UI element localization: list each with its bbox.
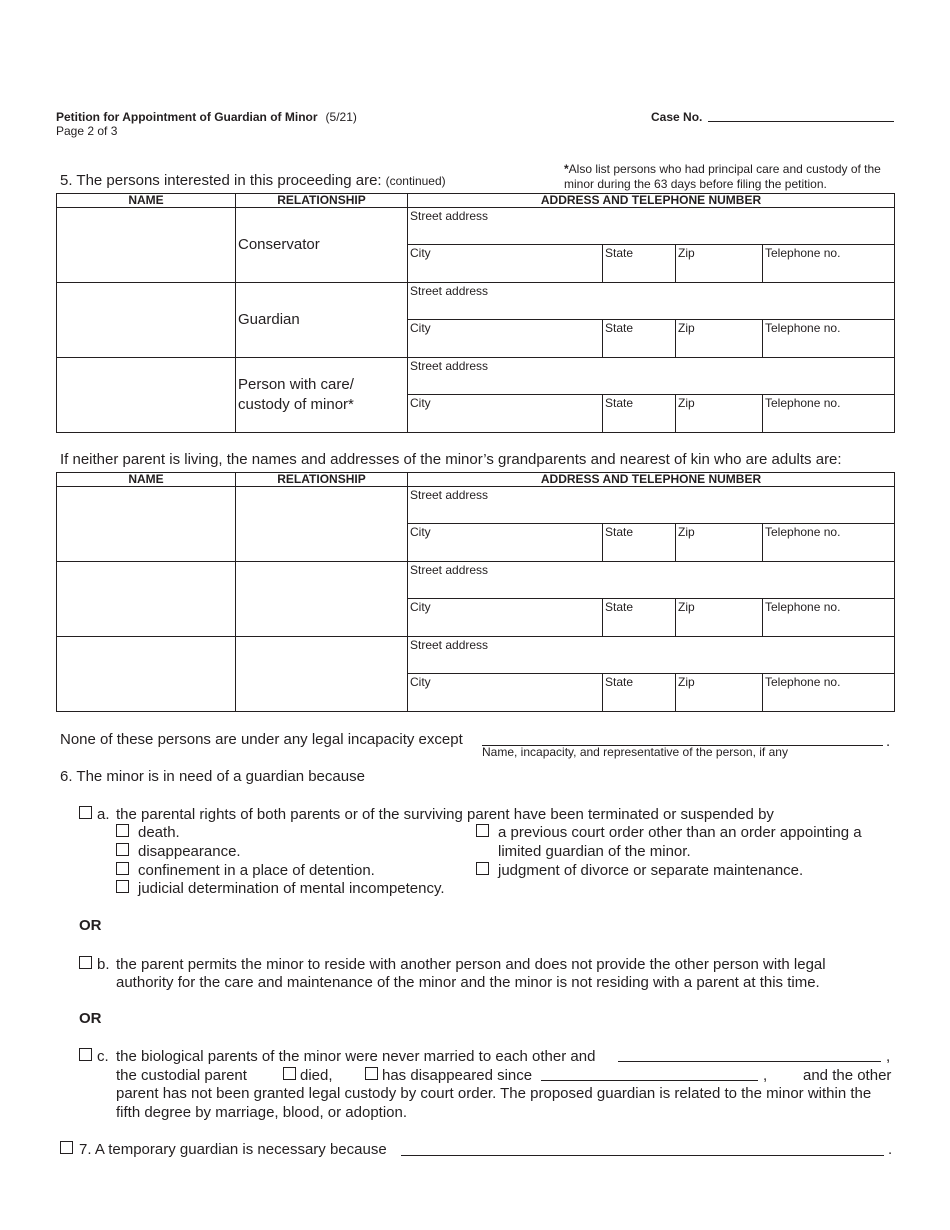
state-field[interactable]: State — [602, 674, 675, 711]
section-7-text: 7. A temporary guardian is necessary because — [79, 1141, 387, 1158]
state-field[interactable]: State — [602, 320, 675, 357]
street-address-field[interactable]: Street address — [408, 283, 894, 320]
relationship-cell[interactable] — [236, 562, 408, 637]
section-7-end: . — [888, 1141, 893, 1158]
option-6c-text-4: fifth degree by marriage, blood, or adoption. — [116, 1104, 408, 1121]
telephone-field[interactable]: Telephone no. — [762, 674, 894, 711]
address-cell[interactable] — [408, 283, 895, 358]
section-6-heading: 6. The minor is in need of a guardian because — [60, 768, 365, 785]
checkbox-death[interactable] — [116, 824, 129, 837]
kin-heading: If neither parent is living, the names and addresses of the minor’s grandparents and nearest of kin who are adults are: — [60, 451, 842, 468]
telephone-field[interactable]: Telephone no. — [762, 524, 894, 561]
state-field[interactable]: State — [602, 245, 675, 282]
header-address: ADDRESS AND TELEPHONE NUMBER — [408, 473, 895, 487]
option-6b-text-1: the parent permits the minor to reside with another person and does not provide the other person with legal — [116, 956, 826, 973]
custodial-parent-label: the custodial parent — [116, 1067, 247, 1084]
name-cell[interactable] — [57, 637, 236, 712]
zip-field[interactable]: Zip — [675, 395, 762, 432]
note-star: * — [564, 162, 569, 176]
form-title-text: Petition for Appointment of Guardian of Minor — [56, 110, 318, 124]
section-5-heading-text: 5. The persons interested in this proceeding are: — [60, 172, 382, 189]
temporary-guardian-reason-field[interactable] — [401, 1155, 884, 1156]
street-address-field[interactable]: Street address — [408, 562, 894, 599]
checkbox-6c[interactable] — [79, 1048, 92, 1061]
or-label-1: OR — [79, 917, 102, 934]
name-cell[interactable] — [57, 562, 236, 637]
case-no-field[interactable] — [708, 121, 894, 122]
interested-persons-table — [56, 193, 895, 433]
option-6c-label: c. — [97, 1048, 109, 1065]
address-cell[interactable] — [408, 487, 895, 562]
city-field[interactable]: City — [410, 525, 431, 539]
zip-field[interactable]: Zip — [675, 674, 762, 711]
checkbox-6a[interactable] — [79, 806, 92, 819]
option-previous-order-1: a previous court order other than an order appointing a — [498, 824, 862, 841]
address-cell[interactable] — [408, 637, 895, 712]
state-field[interactable]: State — [602, 524, 675, 561]
option-incompetency: judicial determination of mental incompetency. — [138, 880, 445, 897]
header-relationship: RELATIONSHIP — [236, 473, 408, 487]
header-name: NAME — [57, 194, 236, 208]
header-relationship: RELATIONSHIP — [236, 194, 408, 208]
option-6c-comma-2: , — [763, 1067, 768, 1084]
city-field[interactable]: City — [410, 321, 431, 335]
relationship-cell[interactable] — [236, 487, 408, 562]
option-6a-text: the parental rights of both parents or of the surviving parent have been terminated or suspended by — [116, 806, 774, 823]
city-field[interactable]: City — [410, 396, 431, 410]
case-no-label: Case No. — [651, 110, 703, 124]
option-died: died, — [300, 1067, 333, 1084]
name-cell[interactable] — [57, 487, 236, 562]
checkbox-6b[interactable] — [79, 956, 92, 969]
city-field[interactable]: City — [410, 246, 431, 260]
form-title — [56, 110, 357, 124]
option-6c-text-1: the biological parents of the minor were never married to each other and — [116, 1048, 596, 1065]
zip-field[interactable]: Zip — [675, 524, 762, 561]
state-field[interactable]: State — [602, 599, 675, 636]
address-cell[interactable] — [408, 562, 895, 637]
never-married-field[interactable] — [618, 1061, 881, 1062]
zip-field[interactable]: Zip — [675, 320, 762, 357]
option-confinement: confinement in a place of detention. — [138, 862, 375, 879]
option-6c-other: and the other — [803, 1067, 892, 1084]
telephone-field[interactable]: Telephone no. — [762, 395, 894, 432]
relationship-cell: Guardian — [236, 283, 408, 358]
telephone-field[interactable]: Telephone no. — [762, 245, 894, 282]
telephone-field[interactable]: Telephone no. — [762, 599, 894, 636]
table-row — [57, 208, 895, 283]
option-death: death. — [138, 824, 180, 841]
or-label-2: OR — [79, 1010, 102, 1027]
option-disappeared: has disappeared since — [382, 1067, 533, 1084]
section-5-continued: (continued) — [385, 174, 446, 188]
section-5-note — [564, 162, 898, 192]
address-cell[interactable] — [408, 208, 895, 283]
kin-table — [56, 472, 895, 712]
table-row — [57, 487, 895, 562]
header-name: NAME — [57, 473, 236, 487]
option-6c-text-3: parent has not been granted legal custody by court order. The proposed guardian is related to the minor within the — [116, 1085, 872, 1102]
table-row — [57, 283, 895, 358]
telephone-field[interactable]: Telephone no. — [762, 320, 894, 357]
form-revision: (5/21) — [325, 110, 357, 124]
option-6b-text-2: authority for the care and maintenance of the minor and the minor is not residing with a parent at this time. — [116, 974, 820, 991]
table-row — [57, 358, 895, 433]
page-number: Page 2 of 3 — [56, 124, 118, 138]
street-address-field[interactable]: Street address — [408, 358, 894, 395]
checkbox-incompetency[interactable] — [116, 880, 129, 893]
street-address-field[interactable]: Street address — [408, 637, 894, 674]
option-divorce: judgment of divorce or separate maintenance. — [498, 862, 804, 879]
table-row — [57, 562, 895, 637]
street-address-field[interactable]: Street address — [408, 487, 894, 524]
option-6a-label: a. — [97, 806, 110, 823]
table-row — [57, 637, 895, 712]
header-address: ADDRESS AND TELEPHONE NUMBER — [408, 194, 895, 208]
zip-field[interactable]: Zip — [675, 245, 762, 282]
incapacity-caption: Name, incapacity, and representative of the person, if any — [482, 745, 788, 759]
name-cell[interactable] — [57, 283, 236, 358]
city-field[interactable]: City — [410, 675, 431, 689]
relationship-cell: Conservator — [236, 208, 408, 283]
checkbox-confinement[interactable] — [116, 862, 129, 875]
incapacity-end: . — [886, 733, 891, 750]
option-6c-comma: , — [886, 1048, 891, 1065]
incapacity-text: None of these persons are under any legal incapacity except — [60, 731, 463, 748]
disappeared-since-field[interactable] — [541, 1080, 758, 1081]
state-field[interactable]: State — [602, 395, 675, 432]
city-field[interactable]: City — [410, 600, 431, 614]
checkbox-died[interactable] — [283, 1067, 296, 1080]
option-disappearance: disappearance. — [138, 843, 241, 860]
relationship-cell: Person with care/ custody of minor* — [236, 358, 408, 433]
street-address-field[interactable]: Street address — [408, 208, 894, 245]
checkbox-disappearance[interactable] — [116, 843, 129, 856]
checkbox-7[interactable] — [60, 1141, 73, 1154]
address-cell[interactable] — [408, 358, 895, 433]
checkbox-disappeared[interactable] — [365, 1067, 378, 1080]
name-cell[interactable] — [57, 358, 236, 433]
name-cell[interactable] — [57, 208, 236, 283]
option-6b-label: b. — [97, 956, 110, 973]
checkbox-previous-order[interactable] — [476, 824, 489, 837]
option-previous-order-2: limited guardian of the minor. — [498, 843, 691, 860]
relationship-cell[interactable] — [236, 637, 408, 712]
note-text: Also list persons who had principal care and custody of the minor during the 63 days before filing the petition. — [564, 162, 881, 191]
checkbox-divorce[interactable] — [476, 862, 489, 875]
zip-field[interactable]: Zip — [675, 599, 762, 636]
section-5-heading — [60, 172, 446, 189]
